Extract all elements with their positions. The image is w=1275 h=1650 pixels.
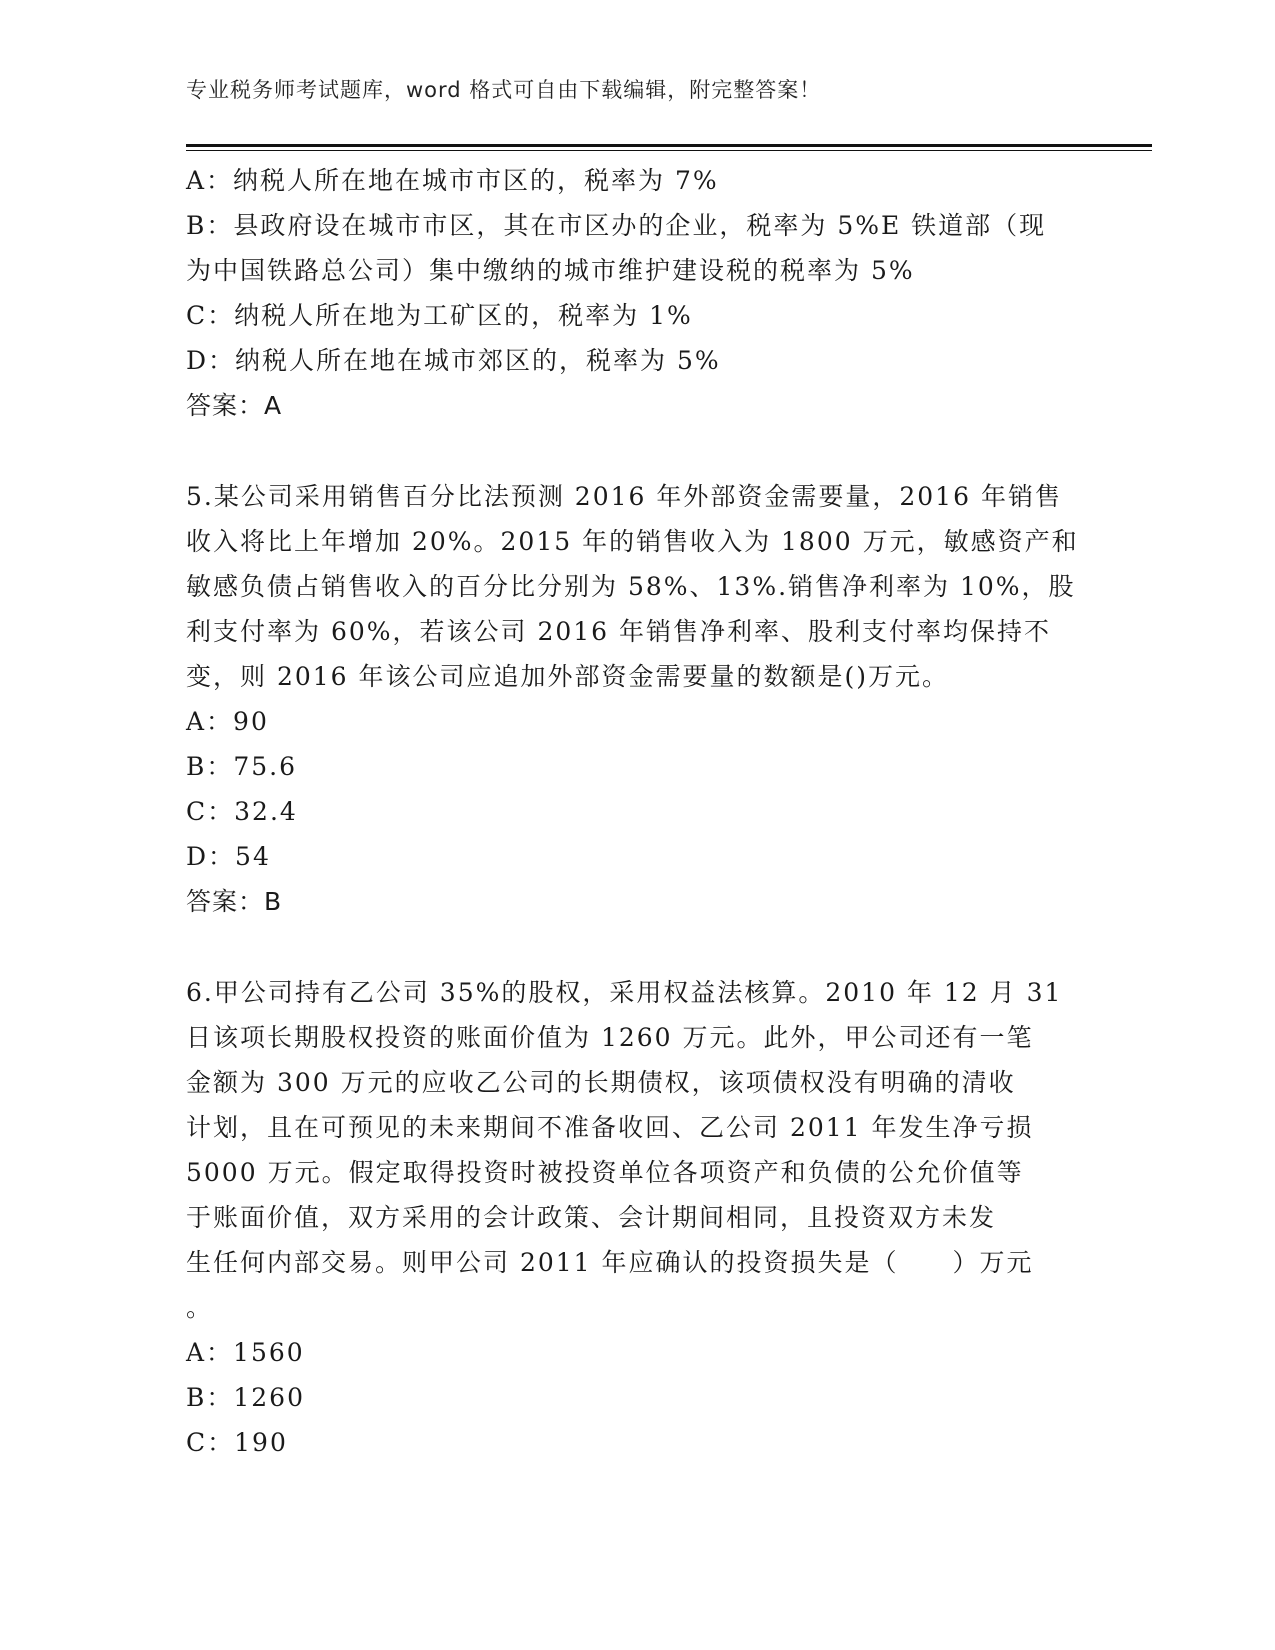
q5-stem-line-1: 5.某公司采用销售百分比法预测 2016 年外部资金需要量，2016 年销售 (186, 482, 1062, 511)
q6-stem-line-5: 5000 万元。假定取得投资时被投资单位各项资产和负债的公允价值等 (186, 1158, 1024, 1187)
question-content (186, 158, 1079, 1465)
q6-option-c: C：190 (186, 1428, 288, 1457)
q5-option-d: D：54 (186, 842, 271, 871)
q4-option-b: B：县政府设在城市市区，其在市区办的企业，税率为 5%E 铁道部（现 (186, 211, 1047, 240)
page-header: 专业税务师考试题库，word 格式可自由下载编辑，附完整答案！ (186, 78, 822, 102)
question-5 (186, 474, 1079, 924)
q5-option-b: B：75.6 (186, 752, 298, 781)
blank-line (186, 428, 1076, 473)
q5-option-c: C：32.4 (186, 797, 298, 826)
q4-option-d: D：纳税人所在地在城市郊区的，税率为 5% (186, 346, 721, 375)
question-6 (186, 970, 1076, 1465)
header-divider-thin (186, 150, 1152, 151)
q4-option-c: C：纳税人所在地为工矿区的，税率为 1% (186, 301, 693, 330)
q6-stem-line-6: 于账面价值，双方采用的会计政策、会计期间相同，且投资双方未发 (186, 1203, 997, 1232)
q5-stem-line-3: 敏感负债占销售收入的百分比分别为 58%、13%.销售净利率为 10%，股 (186, 572, 1076, 601)
q5-option-a: A：90 (186, 707, 269, 736)
q5-stem-line-5: 变，则 2016 年该公司应追加外部资金需要量的数额是()万元。 (186, 662, 950, 691)
q6-stem-line-8: 。 (186, 1293, 214, 1322)
header-divider-thick (186, 144, 1152, 147)
q6-stem-line-7: 生任何内部交易。则甲公司 2011 年应确认的投资损失是（ ）万元 (186, 1248, 1034, 1277)
question-4 (186, 158, 1076, 428)
q4-option-b-continued: 为中国铁路总公司）集中缴纳的城市维护建设税的税率为 5% (186, 256, 915, 285)
q4-answer: 答案：A (186, 391, 283, 420)
q6-stem-line-3: 金额为 300 万元的应收乙公司的长期债权，该项债权没有明确的清收 (186, 1068, 1016, 1097)
q6-stem-line-2: 日该项长期股权投资的账面价值为 1260 万元。此外，甲公司还有一笔 (186, 1023, 1034, 1052)
q6-option-a: A：1560 (186, 1338, 305, 1367)
q5-answer: 答案：B (186, 887, 283, 916)
blank-line (186, 924, 1076, 969)
q5-stem-line-4: 利支付率为 60%，若该公司 2016 年销售净利率、股利支付率均保持不 (186, 617, 1052, 646)
q5-stem-line-2: 收入将比上年增加 20%。2015 年的销售收入为 1800 万元，敏感资产和 (186, 527, 1079, 556)
q6-option-b: B：1260 (186, 1383, 305, 1412)
q4-option-a: A：纳税人所在地在城市市区的，税率为 7% (186, 166, 719, 195)
q6-stem-line-1: 6.甲公司持有乙公司 35%的股权，采用权益法核算。2010 年 12 月 31 (186, 978, 1063, 1007)
q6-stem-line-4: 计划，且在可预见的未来期间不准备收回、乙公司 2011 年发生净亏损 (186, 1113, 1034, 1142)
